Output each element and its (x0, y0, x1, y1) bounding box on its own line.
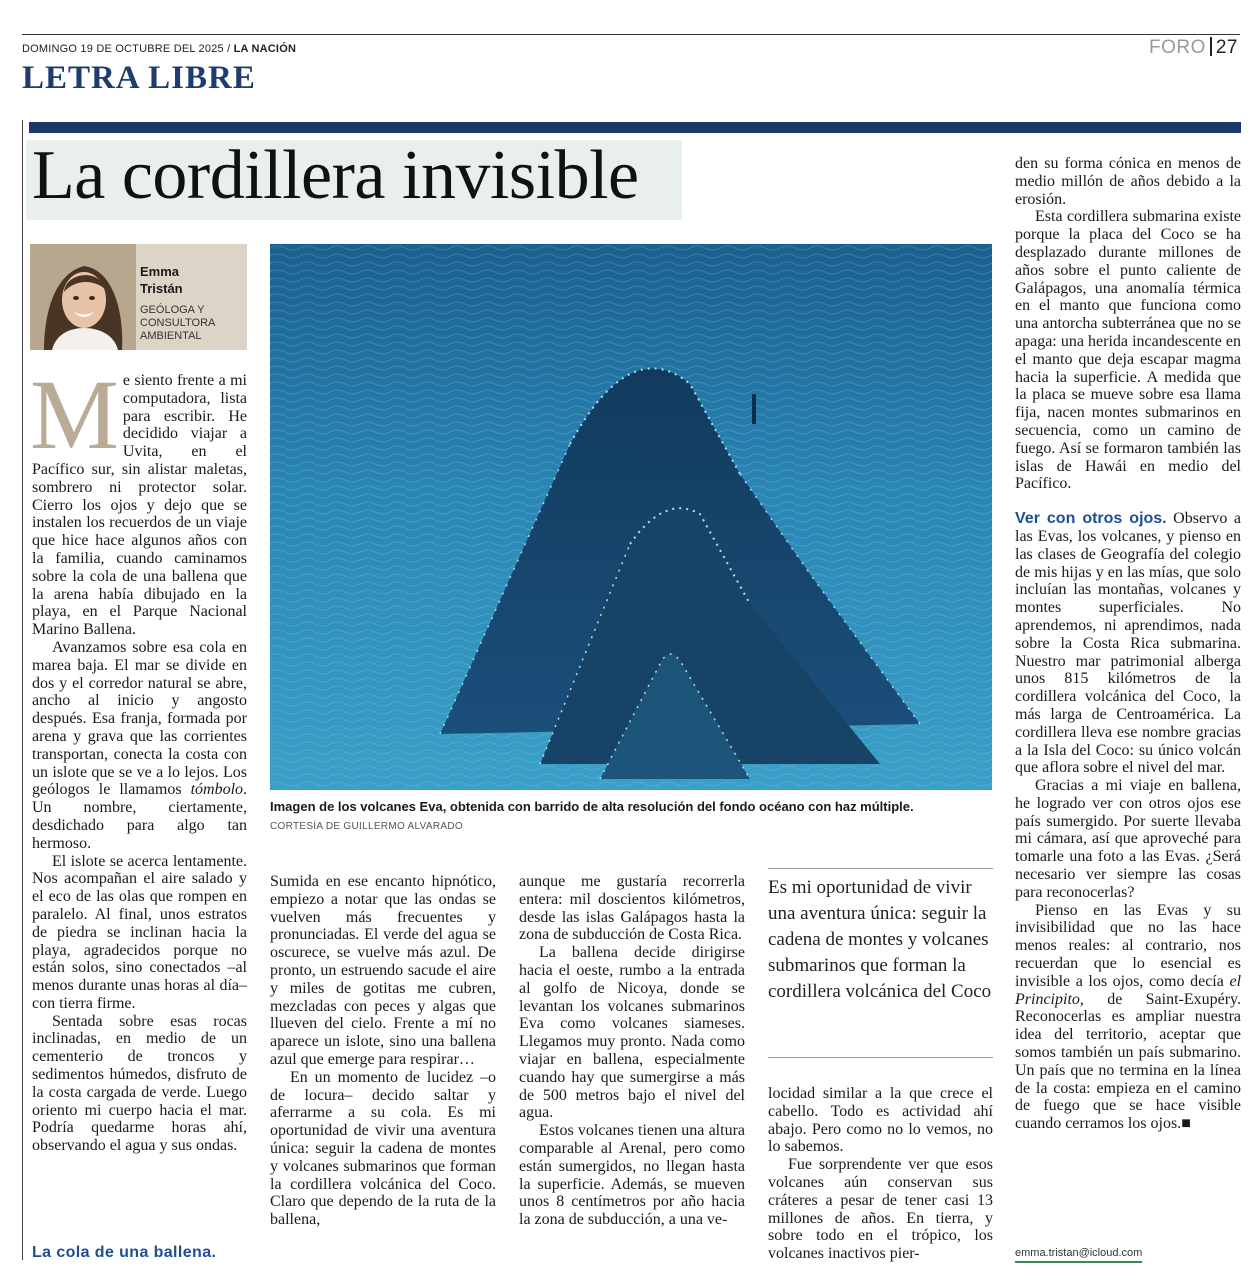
article-column-2 (270, 873, 496, 1229)
paragraph: Esta cordillera submarina existe porque la placa del Coco se ha desplazado durante millones de años sobre el punto caliente de Galápagos, una anomalía térmica en el manto que funciona como una antorcha subterránea que no se apaga: una herida incandescente en el manto que deja escapar magma hacia la superficie. A medida que la placa se mueve sobre esa llama fija, nacen montes submarinos en secuencia, como un camino de fuego. Así se formaron también las islas de Hawái en medio del Pacífico. (1015, 208, 1241, 493)
paragraph: Sumida en ese encanto hipnótico, empiezo a notar que las ondas se vuelven más frecuentes y pronunciadas. El verde del agua se oscurece, se vuelve más azul. De pronto, un estruendo sacude el aire y miles de gotitas me cubren, mezcladas con peces y algas que llueven del cielo. Frente a mí no aparece un islote, sino una ballena azul que emerge para respirar… (270, 873, 496, 1068)
paragraph-text: Avanzamos sobre esa cola en marea baja. El mar se divide en dos y el corredor natural se abre, ancho al inicio y angosto después. Esa franja, formada por arena y grava que las corrientes transportan, conecta la costa con un islote que se ve a lo lejos. Los geólogos le llamamos (32, 638, 247, 799)
paragraph-text: e siento frente a mi computadora, lista para escribir. He decidido viajar a Uvita, en el Pacífico sur, sin alistar maletas, sombrero ni protector solar. Cierro los ojos y dejo que se instalen los recuerdos de un viaje que hice hace algunos años con la familia, cuando caminamos sobre la cola de una ballena que la arena había dibujado en la playa, en el Parque Nacional Marino Ballena. (32, 372, 247, 639)
pull-quote-text: Es mi oportunidad de vivir una aventura única: seguir la cadena de montes y volcanes submarinos que forman la cordillera volcánica del Coco (768, 877, 992, 1002)
paragraph: den su forma cónica en menos de medio millón de años debido a la erosión. (1015, 155, 1241, 208)
author-role-line: GEÓLOGA Y (140, 304, 205, 316)
paragraph-text: . Un nombre, ciertamente, desdichado para algo tan hermoso. (32, 781, 248, 852)
article-photo (270, 244, 992, 790)
paper-name: LA NACIÓN (233, 43, 297, 55)
date-text: DOMINGO 19 DE OCTUBRE DEL 2025 / (22, 43, 234, 55)
page-number: 27 (1215, 37, 1238, 58)
paragraph (30, 359, 247, 639)
subhead: Ver con otros ojos. (1015, 510, 1167, 528)
author-name (140, 263, 183, 297)
end-mark-icon: ■ (1181, 1115, 1191, 1133)
paragraph-text: Pienso en las Evas y su invisibilidad que no las hace menos reales: al contrario, nos recuerdan que lo esencial es invisible a los ojos, como decía (1015, 901, 1241, 990)
paragraph: Fue sorprendente ver que esos volcanes aún conservan sus cráteres a pesar de tener casi 13 millones de años. En tierra, y sobre todo en el trópico, los volcanes inactivos pier- (768, 1156, 993, 1263)
paragraph: locidad similar a la que crece el cabello. Todo es actividad ahí abajo. Pero como no lo vemos, no lo sabemos. (768, 1085, 993, 1156)
paragraph: En un momento de lucidez –o de locura– decido saltar y aferrarme a su cola. Es mi oportunidad de vivir una aventura única: seguir la cadena de montes y volcanes submarinos que forman la cordillera volcánica del Coco. Claro que dependo de la ruta de la ballena, (270, 1068, 496, 1229)
page-folio (1149, 37, 1238, 59)
author-portrait-icon (30, 244, 136, 350)
left-rule (22, 120, 23, 1260)
underwater-volcano-image (270, 244, 992, 790)
top-rule (22, 34, 1240, 35)
article-headline: La cordillera invisible (26, 140, 682, 220)
paragraph: El islote se acerca lentamente. Nos acompañan el aire salado y el eco de las olas que rompen en paralelo. Al final, unos estratos de piedra se inclinan hacia la playa, agradecidos porque no están solos, sino conectados –al menos durante unas horas al día– con tierra firme. (32, 852, 247, 1012)
article-column-4 (768, 1085, 993, 1263)
paragraph: Sentada sobre esas rocas inclinadas, en medio de un cementerio de troncos y sedimentos húmedos, disfruto de la costa cargada de verde. Luego oriento mi cuerpo hacia el mar. Podría quedarme horas ahí, observando el agua y sus ondas. (32, 1012, 247, 1155)
paragraph-text: Observo a las Evas, los volcanes, y pienso en las clases de Geografía del colegio de mis hijas y en las mías, que solo incluían las montañas, volcanes y montes superficiales. No aprendemos, ni aprendimos, nada sobre la Costa Rica submarina. Nuestro mar patrimonial alberga unos 815 kilómetros de la cordillera volcánica del Coco, la más larga de Centroamérica. La cordillera lleva ese nombre gracias a la Isla del Coco: su único volcán que aflora sobre el nivel del mar. (1015, 510, 1241, 777)
folio-section: FORO (1148, 37, 1206, 58)
article-column-1 (30, 359, 248, 1155)
author-email-link[interactable]: emma.tristan@icloud.com (1015, 1247, 1142, 1263)
italic-term: tómbolo (190, 781, 244, 799)
italic-term: el Principito (1015, 972, 1242, 1008)
author-first-name: Emma (140, 264, 180, 279)
article-column-3 (519, 873, 745, 1229)
drop-cap: M (30, 359, 119, 470)
dateline (22, 43, 296, 55)
paragraph-text: , de Saint-Exupéry. Reconocerlas es ampliar nuestra idea del territorio, aceptar que somos también un país submarino. Un país que no termina en la línea de la costa: empieza en el camino de fuego que se hace visible cuando cerramos los ojos. (1015, 990, 1241, 1133)
photo-caption: Imagen de los volcanes Eva, obtenida con barrido de alta resolución del fondo océano con haz múltiple. (270, 799, 914, 814)
paragraph (32, 639, 247, 853)
folio-divider (1210, 37, 1212, 56)
section-bar (29, 122, 1241, 133)
article-column-5 (1015, 155, 1241, 1133)
photo-credit: CORTESÍA DE GUILLERMO ALVARADO (270, 821, 463, 832)
section-title: LETRA LIBRE (22, 60, 256, 96)
author-last-name: Tristán (140, 281, 183, 296)
author-box (30, 244, 247, 350)
paragraph: La ballena decide dirigirse hacia el oeste, rumbo a la entrada al golfo de Nicoya, donde se levantan los volcanes submarinos Eva como volcanes siameses. Llegamos muy pronto. Nada como viajar en ballena, especialmente cuando hay que sumergirse a más de 500 metros bajo el nivel del agua. (519, 944, 745, 1122)
subhead: La cola de una ballena. (32, 1244, 217, 1261)
author-role (140, 304, 215, 343)
paragraph (1015, 510, 1241, 777)
author-role-line: AMBIENTAL (140, 330, 202, 342)
pull-quote (768, 868, 993, 1058)
paragraph: aunque me gustaría recorrerla entera: mil doscientos kilómetros, desde las islas Galápagos hasta la zona de subducción de Costa Rica. (519, 873, 745, 944)
paragraph: Estos volcanes tienen una altura comparable al Arenal, pero como están sumergidos, no llegan hasta la superficie. Además, se mueven unos 8 centímetros por año hacia la zona de subducción, a una ve- (519, 1122, 745, 1229)
author-role-line: CONSULTORA (140, 317, 216, 329)
paragraph (1015, 902, 1241, 1133)
paragraph: Gracias a mi viaje en ballena, he logrado ver con otros ojos ese país sumergido. Por suerte llevaba mi cámara, así que aproveché para tomarle una foto a las Evas. ¿Será necesario ver siempre las cosas para reconocerlas? (1015, 777, 1241, 901)
author-avatar (30, 244, 136, 350)
